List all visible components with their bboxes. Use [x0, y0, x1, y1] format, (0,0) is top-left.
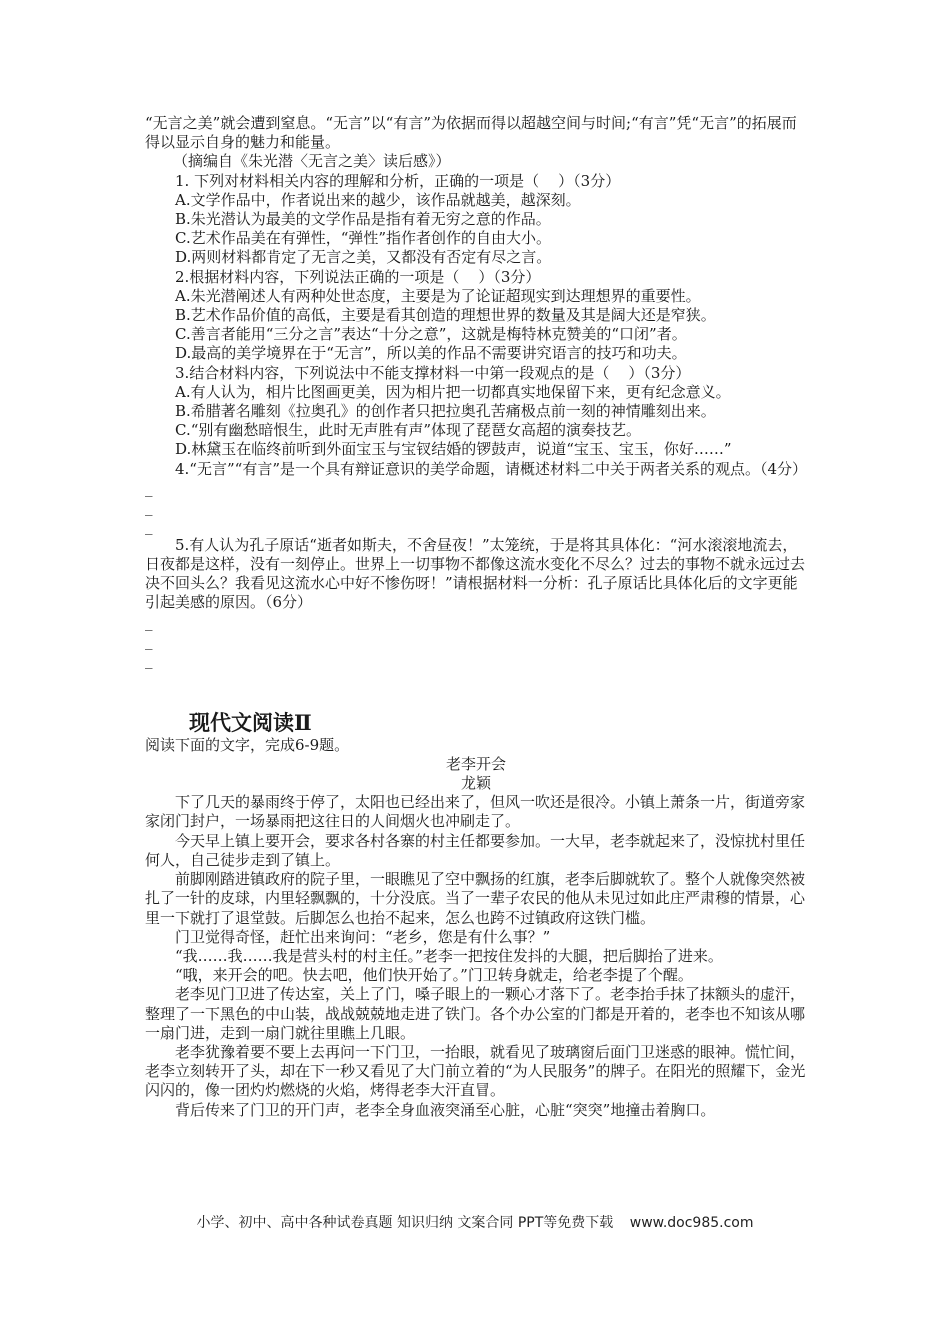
story-title: 老李开会 [445, 754, 506, 773]
footer-text: 小学、初中、高中各种试卷真题 知识归纳 文案合同 PPT等免费下载 [196, 1215, 614, 1231]
question-4-stem: 4.“无言”“有言”是一个具有辩证意识的美学命题，请概述材料二中关于两者关系的观点。（4分） [175, 459, 808, 478]
source-note: （摘编自《朱光潜〈无言之美〉读后感》） [173, 152, 451, 171]
answer-line[interactable]: _ [145, 516, 153, 535]
intro-paragraph: “无言之美”就会遭到窒息。“无言”以“有言”为依据而得以超越空间与时间;“有言”凭“无言”的拓展而得以显示自身的魅力和能量。 [145, 114, 797, 152]
question-3-stem: 3.结合材料内容，下列说法中不能支撑材料一中第一段观点的是（ ）（3分） [175, 363, 691, 382]
story-paragraph: 今天早上镇上要开会，要求各村各寨的村主任都要参加。一大早，老李就起来了，没惊扰村里任何人，自己徒步走到了镇上。 [145, 831, 806, 869]
question-3 [145, 364, 807, 460]
section-title: 现代文阅读Ⅱ [189, 709, 312, 735]
story-author: 龙颖 [460, 774, 491, 793]
story [145, 755, 807, 1120]
question-2-stem: 2.根据材料内容，下列说法正确的一项是（ ）（3分） [175, 267, 541, 286]
question-3-option-a: A.有人认为，相片比图画更美，因为相片把一切都真实地保留下来，更有纪念意义。 [175, 382, 731, 401]
question-1-option-a: A.文学作品中，作者说出来的越少，该作品就越美，越深刻。 [175, 190, 581, 209]
question-1-option-d: D.两则材料都肯定了无言之美，又都没有否定有尽之言。 [175, 248, 552, 267]
question-1-option-c: C.艺术作品美在有弹性，“弹性”指作者创作的自由大小。 [175, 229, 552, 248]
story-paragraph: “我……我……我是营头村的村主任。”老李一把按住发抖的大腿，把后脚抬了进来。 [175, 946, 723, 965]
question-1-stem: 1. 下列对材料相关内容的理解和分析，正确的一项是（ ）（3分） [175, 171, 621, 190]
question-1 [145, 172, 807, 268]
story-paragraph: 前脚刚踏进镇政府的院子里，一眼瞧见了空中飘扬的红旗，老李后脚就软了。整个人就像突然被扎了一针的皮球，内里轻飘飘的，十分没底。当了一辈子农民的他从未见过如此庄严肃穆的情景，心里一下就打了退堂鼓。后脚怎么也抬不起来，怎么也跨不过镇政府这铁门槛。 [145, 870, 806, 927]
story-paragraph: 老李见门卫进了传达室，关上了门，嗓子眼上的一颗心才落下了。老李抬手抹了抹额头的虚汗，整理了一下黑色的中山装，战战兢兢地走进了铁门。各个办公室的门都是开着的，老李也不知该从哪一扇门进，走到一扇门就往里瞧上几眼。 [145, 985, 806, 1042]
question-3-option-c: C.“别有幽愁暗恨生，此时无声胜有声”体现了琵琶女高超的演奏技艺。 [175, 421, 642, 440]
footer-website-link[interactable]: www.doc985.com [629, 1215, 754, 1231]
story-paragraph: “哦，来开会的吧。快去吧，他们快开始了。”门卫转身就走，给老李提了个醒。 [175, 966, 693, 985]
question-5 [145, 536, 807, 670]
question-3-option-b: B.希腊著名雕刻《拉奥孔》的创作者只把拉奥孔苦痛极点前一刻的神情雕刻出来。 [175, 402, 716, 421]
story-paragraph: 下了几天的暴雨终于停了，太阳也已经出来了，但风一吹还是很冷。小镇上萧条一片，街道旁家家闭门封户，一场暴雨把这往日的人间烟火也冲刷走了。 [145, 793, 806, 831]
question-4 [145, 460, 807, 536]
answer-line[interactable]: _ [145, 478, 153, 497]
story-paragraph: 背后传来了门卫的开门声，老李全身血液突涌至心脏，心脏“突突”地撞击着胸口。 [175, 1100, 716, 1119]
story-paragraph: 门卫觉得奇怪，赶忙出来询问：“老乡，您是有什么事？” [175, 927, 551, 946]
document-body [145, 114, 807, 1120]
story-paragraph: 老李犹豫着要不要上去再问一下门卫，一抬眼，就看见了玻璃窗后面门卫迷惑的眼神。慌忙间，老李立刻转开了头，却在下一秒又看见了大门前立着的“为人民服务”的牌子。在阳光的照耀下，金光闪闪的，像一团灼灼燃烧的火焰，烤得老李大汗直冒。 [145, 1042, 806, 1100]
reading-instruction: 阅读下面的文字，完成6-9题。 [145, 735, 350, 754]
question-2-option-b: B.艺术作品价值的高低，主要是看其创造的理想世界的数量及其是阔大还是窄狭。 [175, 306, 716, 325]
answer-line[interactable]: _ [145, 497, 153, 516]
question-3-option-d: D.林黛玉在临终前听到外面宝玉与宝钗结婚的锣鼓声，说道“宝玉、宝玉，你好……” [175, 440, 732, 459]
question-2-option-d: D.最高的美学境界在于“无言”，所以美的作品不需要讲究语言的技巧和功夫。 [175, 344, 687, 363]
question-2 [145, 268, 807, 364]
question-2-option-c: C.善言者能用“三分之言”表达“十分之意”，这就是梅特林克赞美的“口闭”者。 [175, 325, 687, 344]
question-1-option-b: B.朱光潜认为最美的文学作品是指有着无穷之意的作品。 [175, 210, 551, 229]
answer-line[interactable]: _ [145, 631, 153, 650]
answer-line[interactable]: _ [145, 650, 153, 669]
page-footer [0, 1212, 950, 1232]
question-5-stem: 5.有人认为孔子原话“逝者如斯夫，不舍昼夜！”太笼统，于是将其具体化：“河水滚滚地流去，日夜都是这样，没有一刻停止。世界上一切事物不都像这流水变化不尽么？过去的事物不就永远过去决不回头么？我看见这流水心中好不惨伤呀！”请根据材料一分析：孔子原话比具体化后的文字更能引起美感的原因。（6分） [145, 535, 806, 612]
answer-line[interactable]: _ [145, 612, 153, 631]
question-2-option-a: A.朱光潜阐述人有两种处世态度，主要是为了论证超现实到达理想界的重要性。 [175, 286, 701, 305]
